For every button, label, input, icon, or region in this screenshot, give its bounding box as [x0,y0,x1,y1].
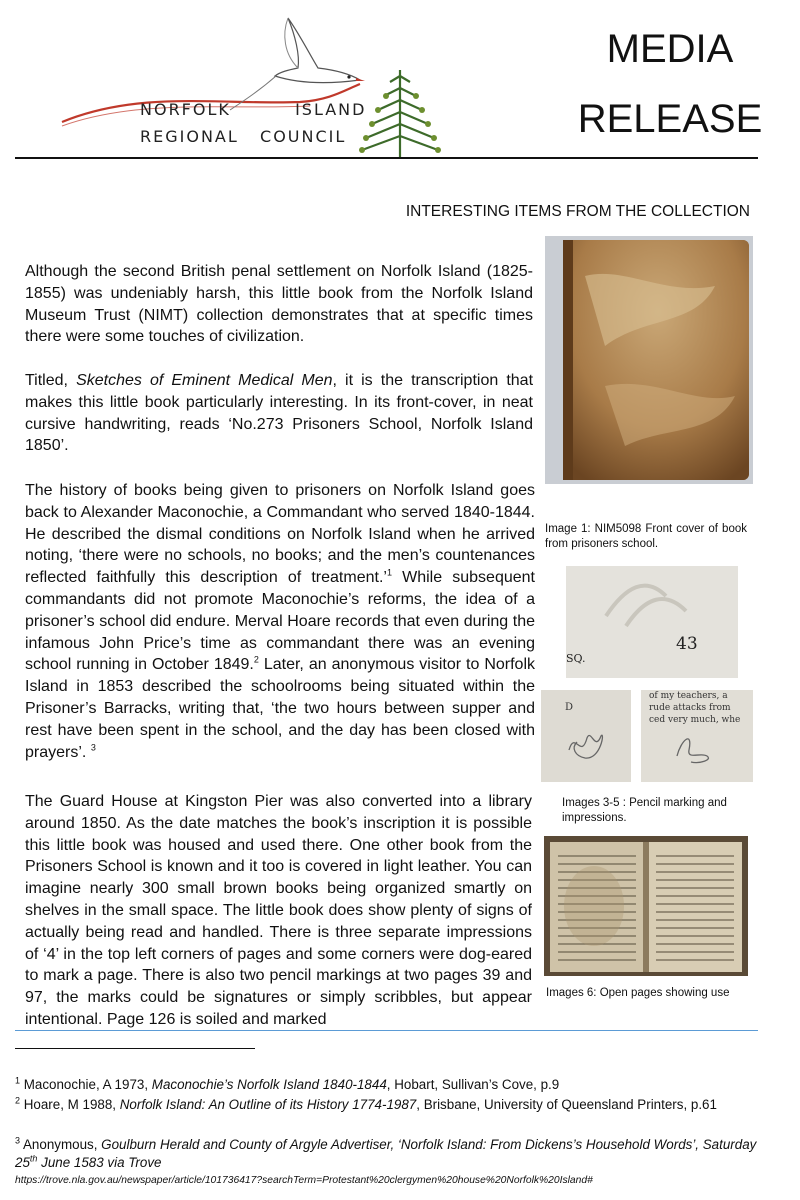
council-name-line2: REGIONAL COUNCIL [140,127,347,146]
pencil-marking-photo-1 [541,690,631,782]
footnote-3-num: 3 [15,1135,21,1146]
footnote-3-pre: Anonymous, [20,1137,102,1152]
caption-image-1: Image 1: NIM5098 Front cover of book from prisoners school. [545,523,747,550]
blue-divider [15,1030,758,1031]
footnote-1-pre: Maconochie, A 1973, [20,1077,152,1092]
footnote-separator [15,1048,255,1049]
page-snip-a: of my teachers, a [649,691,728,701]
paragraph-history [25,480,535,763]
p3-a: The history of books being given to prisoners on Norfolk Island goes back to Alexander Maconochie, a Commandant who served 1840-1844. He described the dismal conditions on Norfolk Island when he arrived noting, ‘there were no schools, no books; and the men’s countenances reflected faithfully this description of treatment.’ [25,482,535,587]
page-d-label: D [565,702,574,713]
footnote-1 [15,1076,760,1094]
footnote-3-title: Goulburn Herald and County of Argyle Advertiser, ‘Norfolk Island: From Dickens’s Household Words’, Saturday 25 [15,1137,757,1170]
footnote-1-title: Maconochie’s Norfolk Island 1840-1844 [151,1077,387,1092]
page-impression-photo [566,566,738,678]
media-release-title [560,26,780,142]
page-snip-b: rude attacks from [649,703,731,713]
footnote-ref-3[interactable]: 3 [90,742,96,753]
title-release: RELEASE [577,97,763,141]
footnote-1-num: 1 [15,1075,21,1086]
page-snip [649,690,740,726]
footnote-ref-1[interactable]: 1 [386,567,392,578]
page-snip-c: ced very much, whe [649,715,741,725]
footnote-3-sup: th [29,1153,38,1164]
footnote-2-num: 2 [15,1095,21,1106]
footnote-url-link[interactable]: https://trove.nla.gov.au/newspaper/article/101736417?searchTerm=Protestant%20clergymen%20house%20Norfolk%20Island# [15,1175,593,1186]
page-number-43: 43 [676,634,698,654]
footnote-2 [15,1096,765,1114]
caption-image-6: Images 6: Open pages showing use [546,987,730,999]
p3-c: Later, an anonymous visitor to Norfolk Island in 1853 described the schoolrooms being situated within the Prisoner’s Barracks, writing that, ‘the two hours between supper and rest have been spent in the school, and the day has been closed with prayers’. [25,656,535,761]
footnote-3-title-end: June 1583 via Trove [37,1155,162,1170]
title-media: MEDIA [606,27,734,71]
footnote-1-post: , Hobart, Sullivan’s Cove, p.9 [386,1077,560,1092]
paragraph-title [25,370,533,457]
section-title: INTERESTING ITEMS FROM THE COLLECTION [405,203,750,220]
council-name-norfolk: NORFOLK [140,100,231,119]
footnote-3 [15,1136,765,1172]
caption-images-3-5: Images 3-5 : Pencil marking and impressions. [562,797,727,824]
paragraph-intro: Although the second British penal settlement on Norfolk Island (1825-1855) was undeniably harsh, this little book from the Norfolk Island Museum Trust (NIMT) collection demonstrates that at specific times there were some touches of civilization. [25,263,533,346]
book-title: Sketches of Eminent Medical Men [76,372,333,389]
pencil-marking-photo-2 [641,690,753,782]
paragraph-guard-house: The Guard House at Kingston Pier was also converted into a library around 1850. As the date matches the book’s inscription it is possible this little book was housed and used there. One other book from the Prisoners School is known and it too is covered in light leather. You can imagine nearly 300 small brown books being organized smartly on shelves in the small space. The little book does show plenty of signs of actually being read and handled. There is three separate impressions of ‘4’ in the top left corners of pages and some corners were dog-eared to mark a page. There is also two pencil markings at two pages 39 and 97, the marks could be signatures or simply scribbles, but appear intentional. Page 126 is soiled and marked [25,793,532,1028]
council-name-island: ISLAND [295,100,367,119]
open-pages-photo [544,836,748,976]
header-rule [15,157,758,159]
p2-post: , it is the transcription that makes this little book particularly interesting. In its front-cover, in neat cursive handwriting, reads ‘No.273 Prisoners School, Norfolk Island 1850’. [25,372,534,455]
footnote-2-pre: Hoare, M 1988, [20,1097,120,1112]
book-front-cover-photo [545,236,753,484]
footnote-2-title: Norfolk Island: An Outline of its History 1774-1987 [119,1097,417,1112]
page-sq-label: SQ. [566,652,586,665]
pencil-scribble-icon [541,690,631,782]
footnote-2-post: , Brisbane, University of Queensland Printers, p.61 [416,1097,717,1112]
p3-b: While subsequent commandants did not promote Maconochie’s reforms, the idea of a prisoner’s school did endure. Merval Hoare records that even during the infamous John Price’s time as commandant there was an evening school running in October 1849. [25,569,535,674]
p2-pre: Titled, [25,372,77,389]
footnote-ref-2[interactable]: 2 [253,655,259,666]
council-name-line1 [140,100,366,119]
